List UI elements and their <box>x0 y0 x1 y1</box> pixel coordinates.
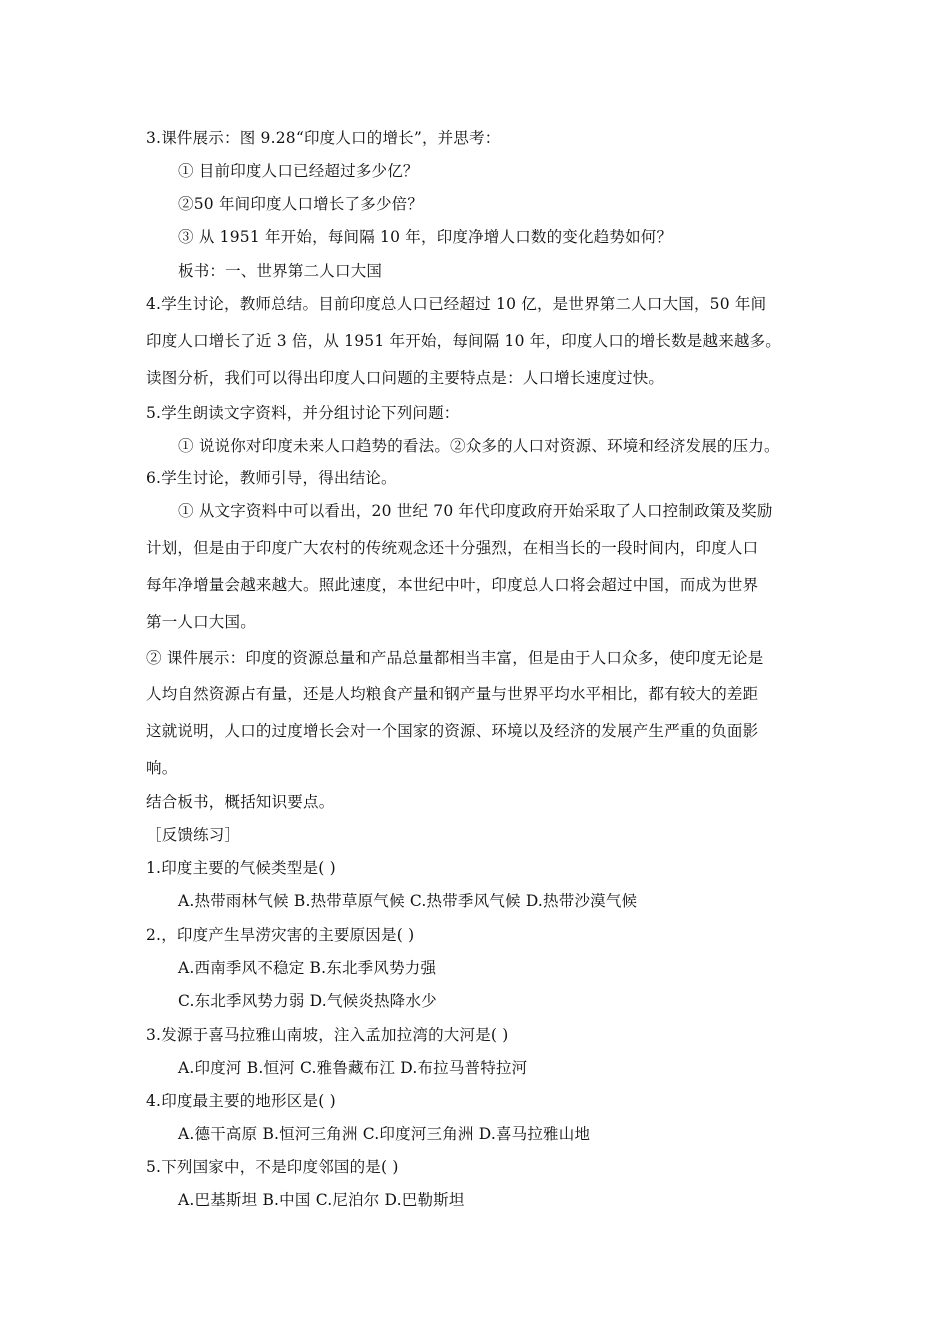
answer-options: A.西南季风不稳定 B.东北季风势力强 <box>178 959 437 977</box>
text-line: 第一人口大国。 <box>146 613 256 631</box>
text-line: 这就说明，人口的过度增长会对一个国家的资源、环境以及经济的发展产生严重的负面影 <box>146 722 759 740</box>
answer-options: A.印度河 B.恒河 C.雅鲁藏布江 D.布拉马普特拉河 <box>178 1059 528 1077</box>
board-note: 板书：一、世界第二人口大国 <box>178 262 383 280</box>
text-line: 5.学生朗读文字资料，并分组讨论下列问题： <box>146 404 460 422</box>
question: 3.发源于喜马拉雅山南坡，注入孟加拉湾的大河是( ) <box>146 1026 509 1044</box>
question: 2.，印度产生旱涝灾害的主要原因是( ) <box>146 926 415 944</box>
text-line: ③ 从 1951 年开始，每间隔 10 年，印度净增人口数的变化趋势如何？ <box>178 228 673 246</box>
text-line: ① 从文字资料中可以看出，20 世纪 70 年代印度政府开始采取了人口控制政策及奖励 <box>178 502 773 520</box>
answer-options: C.东北季风势力弱 D.气候炎热降水少 <box>178 992 437 1010</box>
text-line: 3.课件展示：图 9.28“印度人口的增长”，并思考： <box>146 129 501 147</box>
answer-options: A.热带雨林气候 B.热带草原气候 C.热带季风气候 D.热带沙漠气候 <box>178 892 638 910</box>
text-line: 人均自然资源占有量，还是人均粮食产量和钢产量与世界平均水平相比，都有较大的差距 <box>146 685 759 703</box>
text-line: 计划，但是由于印度广大农村的传统观念还十分强烈，在相当长的一段时间内，印度人口 <box>146 539 759 557</box>
section-heading: ［反馈练习］ <box>146 826 241 844</box>
question: 4.印度最主要的地形区是( ) <box>146 1092 336 1110</box>
text-line: 响。 <box>146 759 178 777</box>
answer-options: A.德干高原 B.恒河三角洲 C.印度河三角洲 D.喜马拉雅山地 <box>178 1125 591 1143</box>
text-line: 每年净增量会越来越大。照此速度，本世纪中叶，印度总人口将会超过中国，而成为世界 <box>146 576 759 594</box>
text-line: 结合板书，概括知识要点。 <box>146 793 335 811</box>
question: 5.下列国家中，不是印度邻国的是( ) <box>146 1158 399 1176</box>
text-line: 印度人口增长了近 3 倍，从 1951 年开始，每间隔 10 年，印度人口的增长数是越来越多。 <box>146 332 781 350</box>
text-line: ① 目前印度人口已经超过多少亿？ <box>178 162 419 180</box>
answer-options: A.巴基斯坦 B.中国 C.尼泊尔 D.巴勒斯坦 <box>178 1191 465 1209</box>
text-line: 读图分析，我们可以得出印度人口问题的主要特点是：人口增长速度过快。 <box>146 369 665 387</box>
text-line: 6.学生讨论，教师引导，得出结论。 <box>146 469 397 487</box>
question: 1.印度主要的气候类型是( ) <box>146 859 336 877</box>
text-line: ②50 年间印度人口增长了多少倍？ <box>178 195 424 213</box>
text-line: ① 说说你对印度未来人口趋势的看法。②众多的人口对资源、环境和经济发展的压力。 <box>178 437 780 455</box>
text-line: ② 课件展示：印度的资源总量和产品总量都相当丰富，但是由于人口众多，使印度无论是 <box>146 649 764 667</box>
text-line: 4.学生讨论，教师总结。目前印度总人口已经超过 10 亿，是世界第二人口大国，50 年间 <box>146 295 767 313</box>
